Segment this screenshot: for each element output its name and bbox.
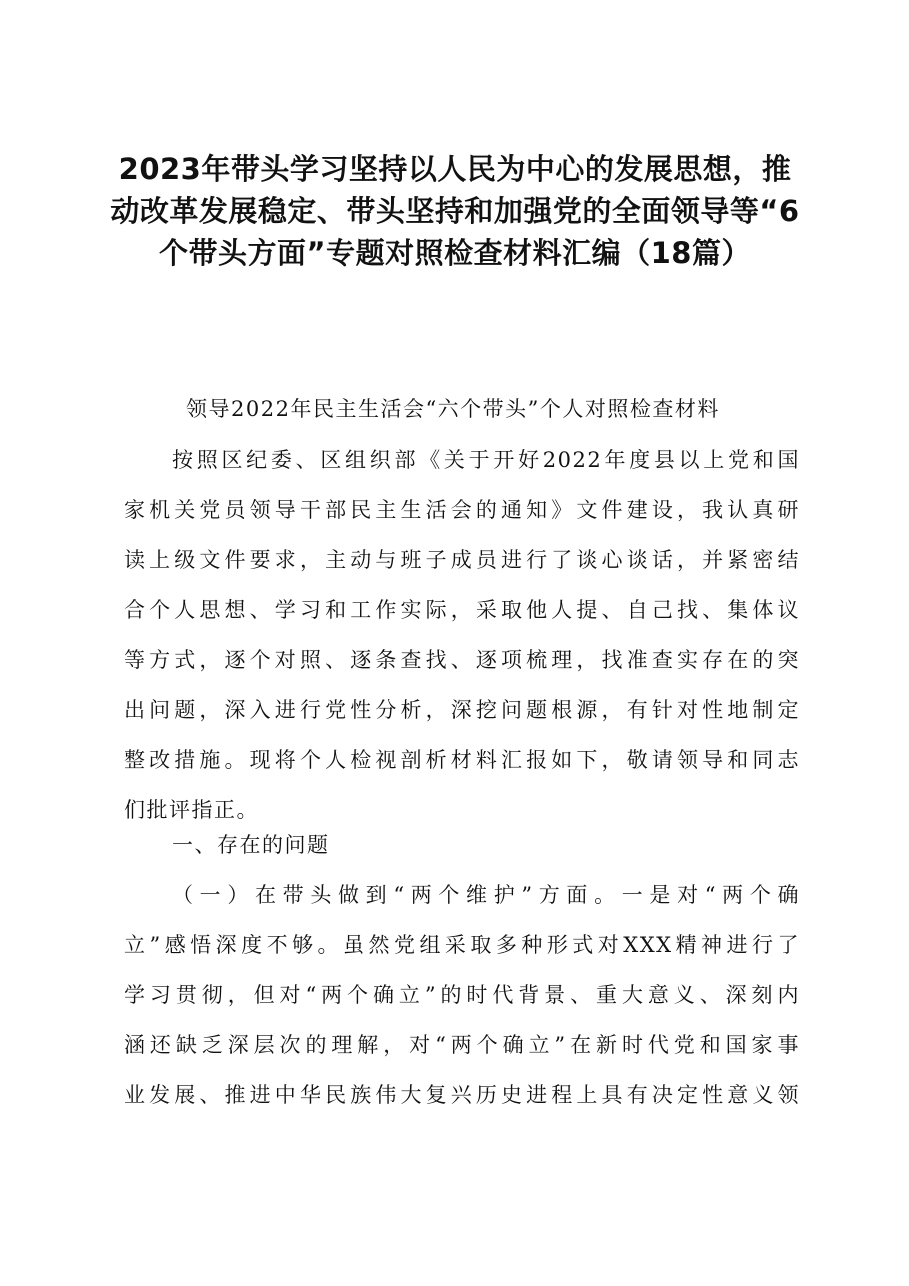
- paragraph-line: 整改措施。现将个人检视剖析材料汇报如下，敬请领导和同志: [124, 748, 800, 772]
- paragraph-line: 们批评指正。: [124, 798, 259, 822]
- document-title: 2023年带头学习坚持以人民为中心的发展思想，推动改革发展稳定、带头坚持和加强党的全面领导等“6个带头方面”专题对照检查材料汇编（18篇）: [110, 152, 800, 270]
- subtitle: 领导2022年民主生活会“六个带头”个人对照检查材料: [186, 397, 720, 421]
- section-heading: 一、存在的问题: [172, 833, 330, 857]
- paragraph-line: 按照区纪委、区组织部《关于开好2022年度县以上党和国: [172, 448, 800, 472]
- paragraph-line: 出问题，深入进行党性分析，深挖问题根源，有针对性地制定: [124, 698, 800, 722]
- paragraph-line: 涵还缺乏深层次的理解，对“两个确立”在新时代党和国家事: [124, 1033, 800, 1057]
- paragraph-line: 读上级文件要求，主动与班子成员进行了谈心谈话，并紧密结: [124, 548, 800, 572]
- paragraph-line: 学习贯彻，但对“两个确立”的时代背景、重大意义、深刻内: [124, 983, 800, 1007]
- paragraph-line: 合个人思想、学习和工作实际，采取他人提、自己找、集体议: [124, 598, 800, 622]
- paragraph-line: 等方式，逐个对照、逐条查找、逐项梳理，找准查实存在的突: [124, 648, 800, 672]
- paragraph-line: （一）在带头做到“两个维护”方面。一是对“两个确: [172, 883, 800, 907]
- paragraph-line: 家机关党员领导干部民主生活会的通知》文件建设，我认真研: [124, 498, 800, 522]
- paragraph-line: 立”感悟深度不够。虽然党组采取多种形式对XXX精神进行了: [124, 933, 800, 957]
- paragraph-line: 业发展、推进中华民族伟大复兴历史进程上具有决定性意义领: [124, 1083, 800, 1107]
